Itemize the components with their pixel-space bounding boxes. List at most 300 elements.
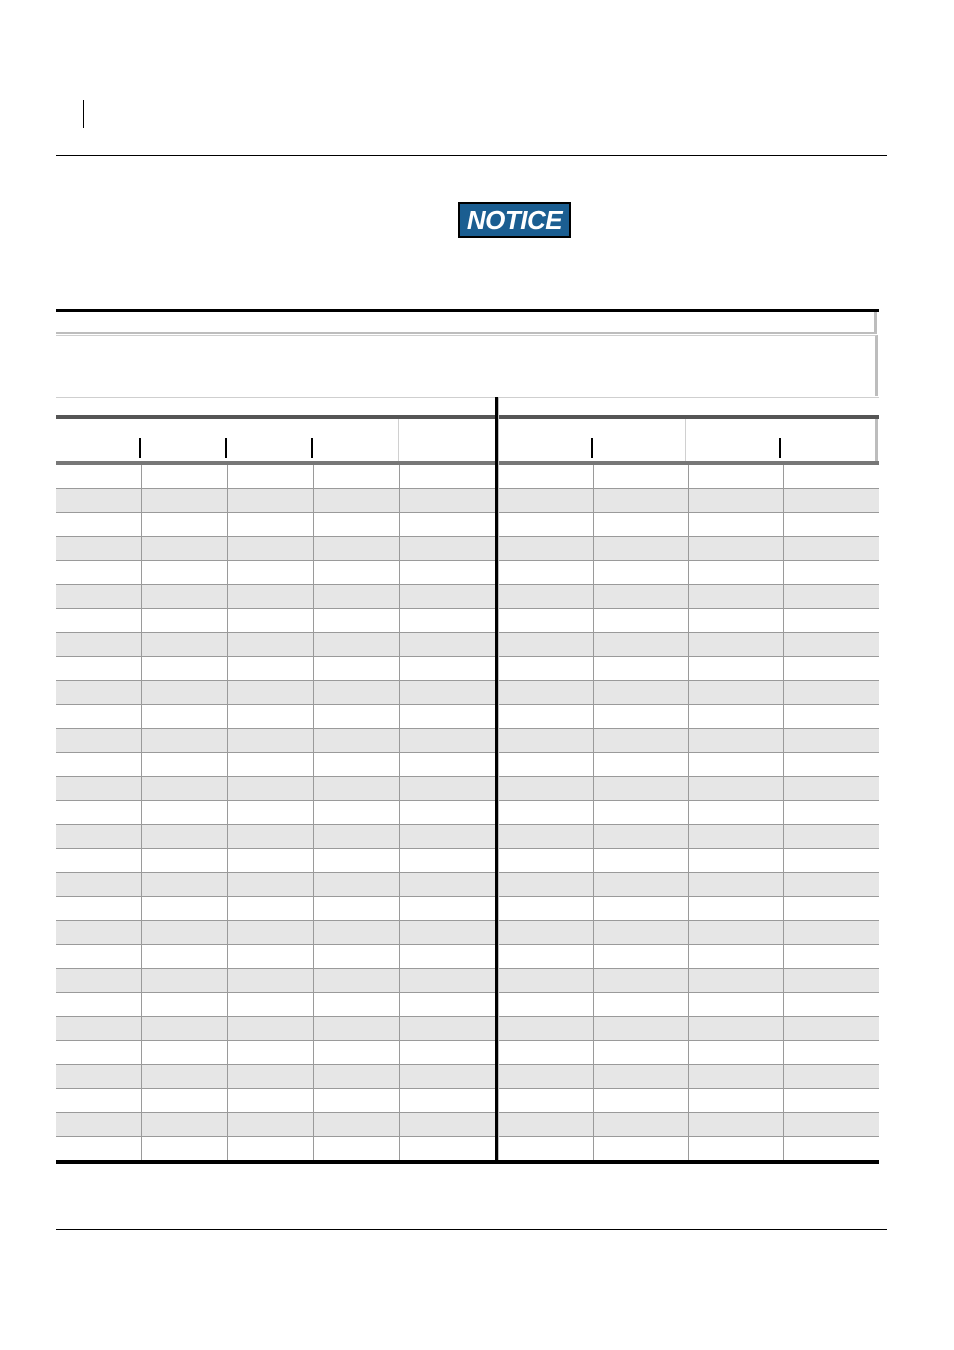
table-cell bbox=[142, 561, 228, 584]
header-tick bbox=[591, 438, 593, 458]
table-cell bbox=[498, 513, 594, 536]
table-cell bbox=[594, 609, 689, 632]
table-cell bbox=[594, 561, 689, 584]
table-cell bbox=[142, 1137, 228, 1160]
table-cell bbox=[400, 1113, 498, 1136]
table-row bbox=[56, 921, 879, 945]
table-cell bbox=[594, 921, 689, 944]
table-cell bbox=[228, 705, 314, 728]
table-cell bbox=[228, 681, 314, 704]
table-cell bbox=[314, 873, 400, 896]
table-cell bbox=[689, 849, 784, 872]
table-cell bbox=[594, 513, 689, 536]
table-cell bbox=[594, 465, 689, 488]
table-cell bbox=[56, 969, 142, 992]
table-cell bbox=[689, 801, 784, 824]
table-row bbox=[56, 1017, 879, 1041]
table-cell bbox=[56, 873, 142, 896]
table-cell bbox=[689, 777, 784, 800]
table-cell bbox=[498, 1041, 594, 1064]
table-row bbox=[56, 993, 879, 1017]
table-cell bbox=[498, 489, 594, 512]
table-cell bbox=[689, 489, 784, 512]
table-cell bbox=[228, 753, 314, 776]
table-cell bbox=[784, 993, 879, 1016]
table-cell bbox=[400, 513, 498, 536]
table-cell bbox=[314, 945, 400, 968]
table-cell bbox=[784, 1041, 879, 1064]
table-row bbox=[56, 609, 879, 633]
margin-mark bbox=[83, 100, 84, 128]
table-cell bbox=[228, 585, 314, 608]
table-cell bbox=[314, 681, 400, 704]
table-cell bbox=[142, 537, 228, 560]
table-cell bbox=[142, 849, 228, 872]
table-cell bbox=[142, 657, 228, 680]
table-cell bbox=[594, 537, 689, 560]
table-cell bbox=[784, 1017, 879, 1040]
table-cell bbox=[689, 825, 784, 848]
footer-rule bbox=[56, 1229, 887, 1230]
table-cell bbox=[56, 1137, 142, 1160]
table-cell bbox=[400, 1017, 498, 1040]
table-cell bbox=[784, 921, 879, 944]
table-cell bbox=[400, 873, 498, 896]
table-cell bbox=[314, 633, 400, 656]
table-cell bbox=[314, 657, 400, 680]
table-cell bbox=[689, 537, 784, 560]
table-cell bbox=[498, 825, 594, 848]
table-cell bbox=[498, 897, 594, 920]
table-cell bbox=[784, 633, 879, 656]
table-cell bbox=[56, 777, 142, 800]
table-cell bbox=[784, 1137, 879, 1160]
table-row bbox=[56, 465, 879, 489]
table-cell bbox=[56, 513, 142, 536]
table-cell bbox=[314, 729, 400, 752]
table-cell bbox=[228, 513, 314, 536]
table-cell bbox=[56, 705, 142, 728]
table-cell bbox=[314, 513, 400, 536]
table-cell bbox=[400, 657, 498, 680]
table-cell bbox=[228, 849, 314, 872]
table-cell bbox=[498, 705, 594, 728]
table-cell bbox=[314, 1065, 400, 1088]
table-cell bbox=[594, 873, 689, 896]
table-cell bbox=[56, 1017, 142, 1040]
table-cell bbox=[498, 993, 594, 1016]
table-cell bbox=[594, 945, 689, 968]
table-row bbox=[56, 513, 879, 537]
table-cell bbox=[594, 705, 689, 728]
table-cell bbox=[784, 609, 879, 632]
table-cell bbox=[498, 633, 594, 656]
table-cell bbox=[689, 465, 784, 488]
table-cell bbox=[784, 1089, 879, 1112]
table-cell bbox=[784, 1113, 879, 1136]
table-cell bbox=[56, 897, 142, 920]
table-cell bbox=[784, 585, 879, 608]
table-row bbox=[56, 825, 879, 849]
table-cell bbox=[400, 1089, 498, 1112]
table-cell bbox=[228, 561, 314, 584]
table-cell bbox=[142, 1041, 228, 1064]
table-cell bbox=[498, 681, 594, 704]
table-cell bbox=[689, 1089, 784, 1112]
table-cell bbox=[400, 921, 498, 944]
table-cell bbox=[56, 825, 142, 848]
table-row bbox=[56, 489, 879, 513]
table-cell bbox=[314, 921, 400, 944]
table-cell bbox=[784, 969, 879, 992]
table-cell bbox=[400, 1065, 498, 1088]
table-cell bbox=[689, 873, 784, 896]
table-cell bbox=[498, 921, 594, 944]
table-cell bbox=[142, 585, 228, 608]
header-tick bbox=[311, 438, 313, 458]
table-cell bbox=[228, 945, 314, 968]
table-cell bbox=[594, 729, 689, 752]
table-cell bbox=[594, 777, 689, 800]
table-cell bbox=[498, 753, 594, 776]
table-cell bbox=[784, 513, 879, 536]
table-cell bbox=[314, 993, 400, 1016]
table-bottom-rule bbox=[56, 1160, 879, 1164]
table-cell bbox=[142, 609, 228, 632]
group-divider-shadow bbox=[498, 397, 499, 1164]
table-row bbox=[56, 705, 879, 729]
table-cell bbox=[400, 969, 498, 992]
table-cell bbox=[689, 753, 784, 776]
table-cell bbox=[689, 729, 784, 752]
header-tick bbox=[139, 438, 141, 458]
table-cell bbox=[400, 729, 498, 752]
table-cell bbox=[142, 1065, 228, 1088]
table-cell bbox=[689, 1017, 784, 1040]
table-cell bbox=[594, 633, 689, 656]
table-cell bbox=[498, 657, 594, 680]
table-cell bbox=[498, 1017, 594, 1040]
table-cell bbox=[314, 1017, 400, 1040]
table-row bbox=[56, 1113, 879, 1137]
table-cell bbox=[784, 465, 879, 488]
table-cell bbox=[228, 777, 314, 800]
table-cell bbox=[228, 729, 314, 752]
table-cell bbox=[594, 1017, 689, 1040]
table-cell bbox=[594, 1089, 689, 1112]
table-cell bbox=[228, 801, 314, 824]
table-row bbox=[56, 1137, 879, 1161]
table-cell bbox=[142, 489, 228, 512]
table-row bbox=[56, 561, 879, 585]
table-row bbox=[56, 1041, 879, 1065]
table-cell bbox=[142, 993, 228, 1016]
table-cell bbox=[400, 681, 498, 704]
table-cell bbox=[784, 561, 879, 584]
table-cell bbox=[142, 1089, 228, 1112]
table-cell bbox=[498, 1065, 594, 1088]
table-cell bbox=[689, 1137, 784, 1160]
table-row bbox=[56, 681, 879, 705]
table-cell bbox=[498, 1113, 594, 1136]
table-cell bbox=[400, 489, 498, 512]
table-cell bbox=[689, 1041, 784, 1064]
table-cell bbox=[498, 777, 594, 800]
table-cell bbox=[689, 945, 784, 968]
table-cell bbox=[56, 1113, 142, 1136]
table-cell bbox=[594, 825, 689, 848]
table-cell bbox=[142, 1113, 228, 1136]
table-cell bbox=[784, 729, 879, 752]
table-cell bbox=[56, 1089, 142, 1112]
table-cell bbox=[689, 585, 784, 608]
table-cell bbox=[594, 897, 689, 920]
table-cell bbox=[498, 1089, 594, 1112]
table-cell bbox=[498, 801, 594, 824]
table-cell bbox=[228, 1017, 314, 1040]
table-cell bbox=[56, 609, 142, 632]
table-cell bbox=[228, 1113, 314, 1136]
table-cell bbox=[56, 753, 142, 776]
table-cell bbox=[689, 705, 784, 728]
table-cell bbox=[314, 849, 400, 872]
table-cell bbox=[400, 993, 498, 1016]
table-cell bbox=[784, 657, 879, 680]
table-cell bbox=[142, 777, 228, 800]
table-cell bbox=[689, 657, 784, 680]
table-row bbox=[56, 849, 879, 873]
table-cell bbox=[314, 1041, 400, 1064]
table-cell bbox=[594, 657, 689, 680]
table-cell bbox=[314, 609, 400, 632]
table-cell bbox=[689, 897, 784, 920]
table-cell bbox=[314, 1137, 400, 1160]
table-cell bbox=[228, 657, 314, 680]
table-cell bbox=[689, 561, 784, 584]
table-cell bbox=[784, 825, 879, 848]
table-cell bbox=[314, 465, 400, 488]
table-cell bbox=[228, 873, 314, 896]
table-cell bbox=[498, 537, 594, 560]
table-caption bbox=[56, 335, 878, 396]
table-cell bbox=[142, 921, 228, 944]
table-cell bbox=[142, 705, 228, 728]
table-cell bbox=[142, 681, 228, 704]
table-cell bbox=[400, 801, 498, 824]
table-cell bbox=[784, 801, 879, 824]
header-tick bbox=[779, 438, 781, 458]
table-cell bbox=[400, 1041, 498, 1064]
table-cell bbox=[498, 465, 594, 488]
table-cell bbox=[314, 1113, 400, 1136]
table-cell bbox=[228, 1089, 314, 1112]
table-cell bbox=[142, 633, 228, 656]
table-cell bbox=[784, 489, 879, 512]
table-cell bbox=[228, 609, 314, 632]
header-rule bbox=[56, 155, 887, 156]
table-cell bbox=[56, 729, 142, 752]
table-cell bbox=[689, 633, 784, 656]
table-cell bbox=[498, 1137, 594, 1160]
table-row bbox=[56, 585, 879, 609]
table-cell bbox=[142, 753, 228, 776]
table-cell bbox=[689, 1113, 784, 1136]
table-cell bbox=[314, 777, 400, 800]
table-cell bbox=[784, 537, 879, 560]
table-cell bbox=[314, 1089, 400, 1112]
table-cell bbox=[594, 993, 689, 1016]
table-cell bbox=[56, 1041, 142, 1064]
notice-badge: NOTICE bbox=[458, 202, 571, 238]
table-cell bbox=[228, 537, 314, 560]
table-cell bbox=[689, 609, 784, 632]
table-cell bbox=[400, 777, 498, 800]
table-cell bbox=[228, 633, 314, 656]
table-cell bbox=[142, 801, 228, 824]
table-cell bbox=[400, 849, 498, 872]
table-cell bbox=[314, 753, 400, 776]
table-cell bbox=[56, 489, 142, 512]
table-cell bbox=[314, 801, 400, 824]
table-cell bbox=[498, 729, 594, 752]
table-cell bbox=[228, 1137, 314, 1160]
table-cell bbox=[228, 993, 314, 1016]
table-cell bbox=[314, 489, 400, 512]
table-cell bbox=[594, 849, 689, 872]
table-cell bbox=[689, 993, 784, 1016]
table-cell bbox=[498, 873, 594, 896]
table-cell bbox=[594, 489, 689, 512]
table-cell bbox=[56, 681, 142, 704]
column-header-left-group bbox=[56, 419, 399, 461]
table-row bbox=[56, 633, 879, 657]
table-row bbox=[56, 897, 879, 921]
table-cell bbox=[400, 945, 498, 968]
group-label-row bbox=[56, 397, 879, 398]
table-row bbox=[56, 657, 879, 681]
table-cell bbox=[498, 849, 594, 872]
table-cell bbox=[56, 1065, 142, 1088]
table-cell bbox=[400, 537, 498, 560]
table-cell bbox=[400, 465, 498, 488]
table-cell bbox=[689, 681, 784, 704]
table-cell bbox=[142, 1017, 228, 1040]
table-cell bbox=[689, 1065, 784, 1088]
table-cell bbox=[498, 969, 594, 992]
table-cell bbox=[498, 609, 594, 632]
table-cell bbox=[784, 897, 879, 920]
table-cell bbox=[56, 633, 142, 656]
table-cell bbox=[142, 945, 228, 968]
table-row bbox=[56, 945, 879, 969]
table-cell bbox=[594, 1065, 689, 1088]
table-cell bbox=[689, 513, 784, 536]
table-cell bbox=[400, 561, 498, 584]
table-cell bbox=[689, 969, 784, 992]
table-cell bbox=[228, 825, 314, 848]
table-row bbox=[56, 777, 879, 801]
table-cell bbox=[314, 585, 400, 608]
table-cell bbox=[228, 921, 314, 944]
table-cell bbox=[498, 561, 594, 584]
table-row bbox=[56, 969, 879, 993]
table-cell bbox=[314, 825, 400, 848]
table-cell bbox=[314, 969, 400, 992]
table-cell bbox=[498, 585, 594, 608]
table-cell bbox=[689, 921, 784, 944]
table-row bbox=[56, 1065, 879, 1089]
table-cell bbox=[400, 705, 498, 728]
table-cell bbox=[400, 825, 498, 848]
table-cell bbox=[784, 777, 879, 800]
table-cell bbox=[56, 657, 142, 680]
table-row bbox=[56, 873, 879, 897]
table-cell bbox=[56, 801, 142, 824]
table-row bbox=[56, 729, 879, 753]
table-cell bbox=[784, 849, 879, 872]
table-cell bbox=[594, 1113, 689, 1136]
table-cell bbox=[228, 897, 314, 920]
table-cell bbox=[400, 897, 498, 920]
table-cell bbox=[56, 945, 142, 968]
table-cell bbox=[784, 1065, 879, 1088]
table-cell bbox=[594, 753, 689, 776]
table-cell bbox=[400, 609, 498, 632]
table-cell bbox=[56, 465, 142, 488]
table-cell bbox=[228, 1065, 314, 1088]
table-cell bbox=[56, 849, 142, 872]
table-cell bbox=[594, 801, 689, 824]
table-cell bbox=[594, 585, 689, 608]
table-cell bbox=[142, 513, 228, 536]
table-cell bbox=[314, 897, 400, 920]
table-cell bbox=[784, 873, 879, 896]
table-cell bbox=[594, 681, 689, 704]
table-cell bbox=[594, 969, 689, 992]
table-cell bbox=[314, 561, 400, 584]
table-cell bbox=[498, 945, 594, 968]
table-cell bbox=[142, 969, 228, 992]
column-header-right-b bbox=[686, 419, 878, 461]
table-cell bbox=[784, 945, 879, 968]
table-cell bbox=[142, 897, 228, 920]
table-cell bbox=[594, 1137, 689, 1160]
table-cell bbox=[594, 1041, 689, 1064]
table-cell bbox=[142, 873, 228, 896]
table-cell bbox=[56, 921, 142, 944]
table-cell bbox=[228, 1041, 314, 1064]
table-row bbox=[56, 801, 879, 825]
table-cell bbox=[400, 753, 498, 776]
table-cell bbox=[56, 561, 142, 584]
table-row bbox=[56, 753, 879, 777]
table-cell bbox=[56, 993, 142, 1016]
table-cell bbox=[400, 585, 498, 608]
table-row bbox=[56, 537, 879, 561]
table-cell bbox=[314, 705, 400, 728]
table-cell bbox=[314, 537, 400, 560]
table-cell bbox=[784, 753, 879, 776]
table-cell bbox=[142, 825, 228, 848]
table-row bbox=[56, 1089, 879, 1113]
table-cell bbox=[784, 681, 879, 704]
table-title bbox=[56, 312, 877, 334]
table-cell bbox=[784, 705, 879, 728]
table-cell bbox=[56, 585, 142, 608]
table-cell bbox=[400, 1137, 498, 1160]
table-cell bbox=[400, 633, 498, 656]
table-cell bbox=[228, 465, 314, 488]
